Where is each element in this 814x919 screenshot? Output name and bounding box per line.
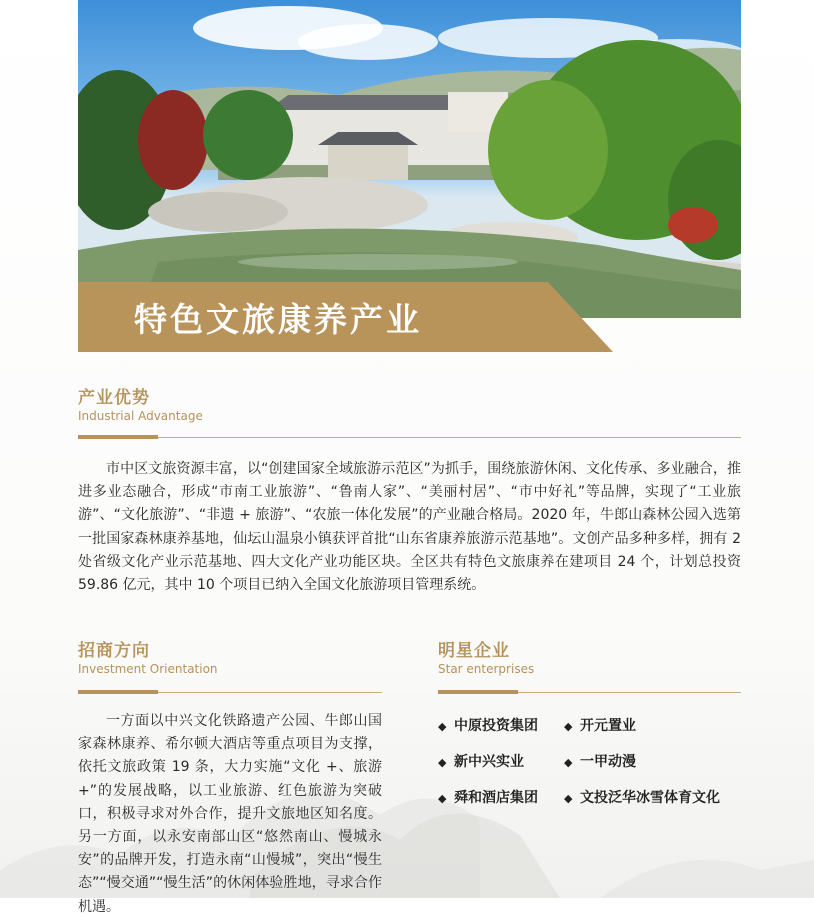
enterprise-item bbox=[438, 715, 538, 735]
page-title: 特色文旅康养产业 bbox=[134, 300, 422, 339]
section-divider-accent bbox=[78, 435, 158, 439]
enterprise-name: 中原投资集团 bbox=[454, 718, 538, 734]
enterprise-name: 一甲动漫 bbox=[580, 754, 636, 770]
diamond-bullet-icon: ◆ bbox=[564, 792, 573, 805]
enterprise-name: 舜和酒店集团 bbox=[454, 790, 538, 806]
enterprise-item bbox=[564, 715, 636, 735]
section-divider-accent bbox=[78, 690, 158, 694]
star-enterprises-title: 明星企业 bbox=[438, 641, 510, 661]
investment-subtitle: Investment Orientation bbox=[78, 662, 218, 676]
enterprise-item bbox=[564, 751, 636, 771]
diamond-bullet-icon: ◆ bbox=[438, 792, 447, 805]
enterprise-name: 新中兴实业 bbox=[454, 754, 524, 770]
star-enterprises-subtitle: Star enterprises bbox=[438, 662, 535, 676]
resort-lake-photo-icon bbox=[78, 0, 741, 318]
diamond-bullet-icon: ◆ bbox=[564, 720, 573, 733]
enterprise-name: 开元置业 bbox=[580, 718, 636, 734]
enterprise-item bbox=[564, 787, 720, 807]
diamond-bullet-icon: ◆ bbox=[564, 756, 573, 769]
diamond-bullet-icon: ◆ bbox=[438, 720, 447, 733]
diamond-bullet-icon: ◆ bbox=[438, 756, 447, 769]
section-divider-accent bbox=[438, 690, 518, 694]
investment-title: 招商方向 bbox=[78, 641, 150, 661]
investment-body: 一方面以中兴文化铁路遗产公园、牛郎山国家森林康养、希尔顿大酒店等重点项目为支撑，依托文旅政策 19 条，大力实施“文化 +、旅游 +”的发展战略，以工业旅游、红色旅游为突破口，积极寻求对外合作，提升文旅地区知名度。另一方面，以永安南部山区“悠然南山、慢城永安”的品牌开发，打造永南“山慢城”，突出“慢生态”“慢交通”“慢生活”的休闲体验胜地，寻求合作机遇。 bbox=[78, 713, 382, 915]
enterprise-item bbox=[438, 751, 524, 771]
section-divider bbox=[78, 437, 741, 438]
enterprise-item bbox=[438, 787, 538, 807]
title-banner bbox=[78, 282, 613, 352]
industrial-advantage-body: 市中区文旅资源丰富，以“创建国家全域旅游示范区”为抓手，围绕旅游休闲、文化传承、多业融合，推进多业态融合，形成“市南工业旅游”、“鲁南人家”、“美丽村居”、“市中好礼”等品牌，实现了“工业旅游”、“文化旅游”、“非遗 + 旅游”、“农旅一体化发展”的产业融合格局。2020 年，牛郎山森林公园入选第一批国家森林康养基地，仙坛山温泉小镇获评首批“山东省康养旅游示范基地”。文创产品多种多样，拥有 2 处省级文化产业示范基地、四大文化产业功能区块。全区共有特色文旅康养在建项目 24 个，计划总投资 59.86 亿元，其中 10 个项目已纳入全国文化旅游项目管理系统。 bbox=[78, 461, 741, 594]
industrial-advantage-subtitle: Industrial Advantage bbox=[78, 409, 203, 423]
industrial-advantage-title: 产业优势 bbox=[78, 388, 150, 408]
enterprise-name: 文投泛华冰雪体育文化 bbox=[580, 790, 720, 806]
hero-photo bbox=[78, 0, 741, 318]
